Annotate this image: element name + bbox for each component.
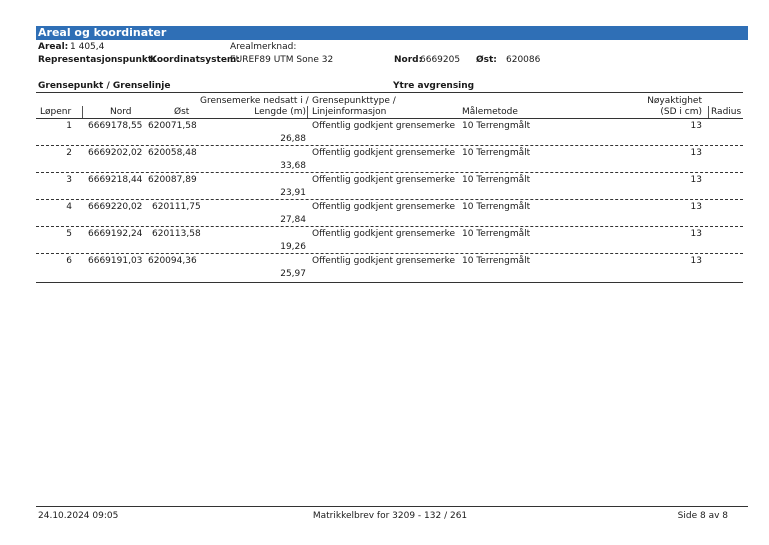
row-lopenr: 1: [66, 121, 72, 131]
row-lengde: 26,88: [280, 134, 306, 144]
footer-timestamp: 24.10.2024 09:05: [38, 511, 119, 521]
row-type: Offentlig godkjent grensemerke: [312, 229, 456, 239]
col-lengde-line1: Grensemerke nedsatt i /: [200, 96, 309, 106]
grensepunkt-heading: Grensepunkt / Grenselinje: [38, 81, 171, 91]
row-nord: 6669202,02: [88, 148, 143, 158]
areal-label: Areal:: [38, 42, 69, 52]
row-nord: 6669218,44: [88, 175, 143, 185]
ost-label: Øst:: [476, 55, 497, 65]
row-ost: 620094,36: [148, 256, 197, 266]
row-malemetode: 10 Terrengmålt: [462, 121, 531, 131]
row-noyaktighet: 13: [690, 256, 702, 266]
row-noyaktighet: 13: [690, 229, 702, 239]
footer-rule: [36, 506, 748, 507]
row-type: Offentlig godkjent grensemerke: [312, 148, 456, 158]
row-nord: 6669220,02: [88, 202, 143, 212]
row-ost: 620071,58: [148, 121, 197, 131]
col-separator: [82, 106, 83, 118]
table-bottom-rule: [36, 282, 743, 283]
arealmerknad-label: Arealmerknad:: [230, 42, 297, 52]
ost-value: 620086: [506, 55, 541, 65]
row-malemetode: 10 Terrengmålt: [462, 202, 531, 212]
col-noyaktighet-line1: Nøyaktighet: [647, 96, 702, 106]
row-lopenr: 4: [66, 202, 72, 212]
row-nord: 6669178,55: [88, 121, 143, 131]
row-type: Offentlig godkjent grensemerke: [312, 121, 456, 131]
col-separator: [708, 106, 709, 118]
col-noyaktighet-line2: (SD i cm): [660, 107, 702, 117]
row-malemetode: 10 Terrengmålt: [462, 256, 531, 266]
row-noyaktighet: 13: [690, 202, 702, 212]
col-lengde-line2: Lengde (m): [254, 107, 306, 117]
row-divider: [36, 226, 743, 227]
footer-document: Matrikkelbrev for 3209 - 132 / 261: [312, 511, 468, 521]
col-radius: Radius: [711, 107, 742, 117]
row-type: Offentlig godkjent grensemerke: [312, 256, 456, 266]
row-malemetode: 10 Terrengmålt: [462, 229, 531, 239]
avgrensing-heading: Ytre avgrensing: [393, 81, 475, 91]
row-malemetode: 10 Terrengmålt: [462, 175, 531, 185]
footer-page-number: Side 8 av 8: [677, 511, 728, 521]
col-type-line2: Linjeinformasjon: [312, 107, 387, 117]
table-top-rule: [36, 92, 743, 93]
col-ost: Øst: [174, 107, 190, 117]
section-title: Areal og koordinater: [36, 26, 748, 40]
nord-label: Nord:: [394, 55, 423, 65]
row-malemetode: 10 Terrengmålt: [462, 148, 531, 158]
row-noyaktighet: 13: [690, 121, 702, 131]
row-lopenr: 5: [66, 229, 72, 239]
row-divider: [36, 199, 743, 200]
row-lengde: 27,84: [280, 215, 306, 225]
row-lengde: 25,97: [280, 269, 306, 279]
koordinatsystem-label: Koordinatsystem:: [150, 55, 240, 65]
header-bottom-rule: [36, 118, 743, 119]
koordinatsystem-value: EUREF89 UTM Sone 32: [230, 55, 334, 65]
row-type: Offentlig godkjent grensemerke: [312, 175, 456, 185]
row-divider: [36, 172, 743, 173]
row-divider: [36, 253, 743, 254]
row-lopenr: 6: [66, 256, 72, 266]
row-ost: 620111,75: [152, 202, 201, 212]
row-type: Offentlig godkjent grensemerke: [312, 202, 456, 212]
row-lopenr: 3: [66, 175, 72, 185]
row-nord: 6669191,03: [88, 256, 143, 266]
col-malemetode: Målemetode: [462, 107, 518, 117]
row-divider: [36, 145, 743, 146]
row-noyaktighet: 13: [690, 175, 702, 185]
row-ost: 620113,58: [152, 229, 201, 239]
row-lengde: 19,26: [280, 242, 306, 252]
row-lengde: 33,68: [280, 161, 306, 171]
representasjonspunkt-label: Representasjonspunkt:: [38, 55, 156, 65]
row-lengde: 23,91: [280, 188, 306, 198]
areal-value: 1 405,4: [70, 42, 105, 52]
row-noyaktighet: 13: [690, 148, 702, 158]
row-ost: 620058,48: [148, 148, 197, 158]
row-lopenr: 2: [66, 148, 72, 158]
col-type-line1: Grensepunkttype /: [312, 96, 396, 106]
col-separator: [307, 106, 308, 118]
row-nord: 6669192,24: [88, 229, 143, 239]
row-ost: 620087,89: [148, 175, 197, 185]
nord-value: 6669205: [420, 55, 461, 65]
col-nord: Nord: [110, 107, 132, 117]
col-lopenr: Løpenr: [40, 107, 72, 117]
